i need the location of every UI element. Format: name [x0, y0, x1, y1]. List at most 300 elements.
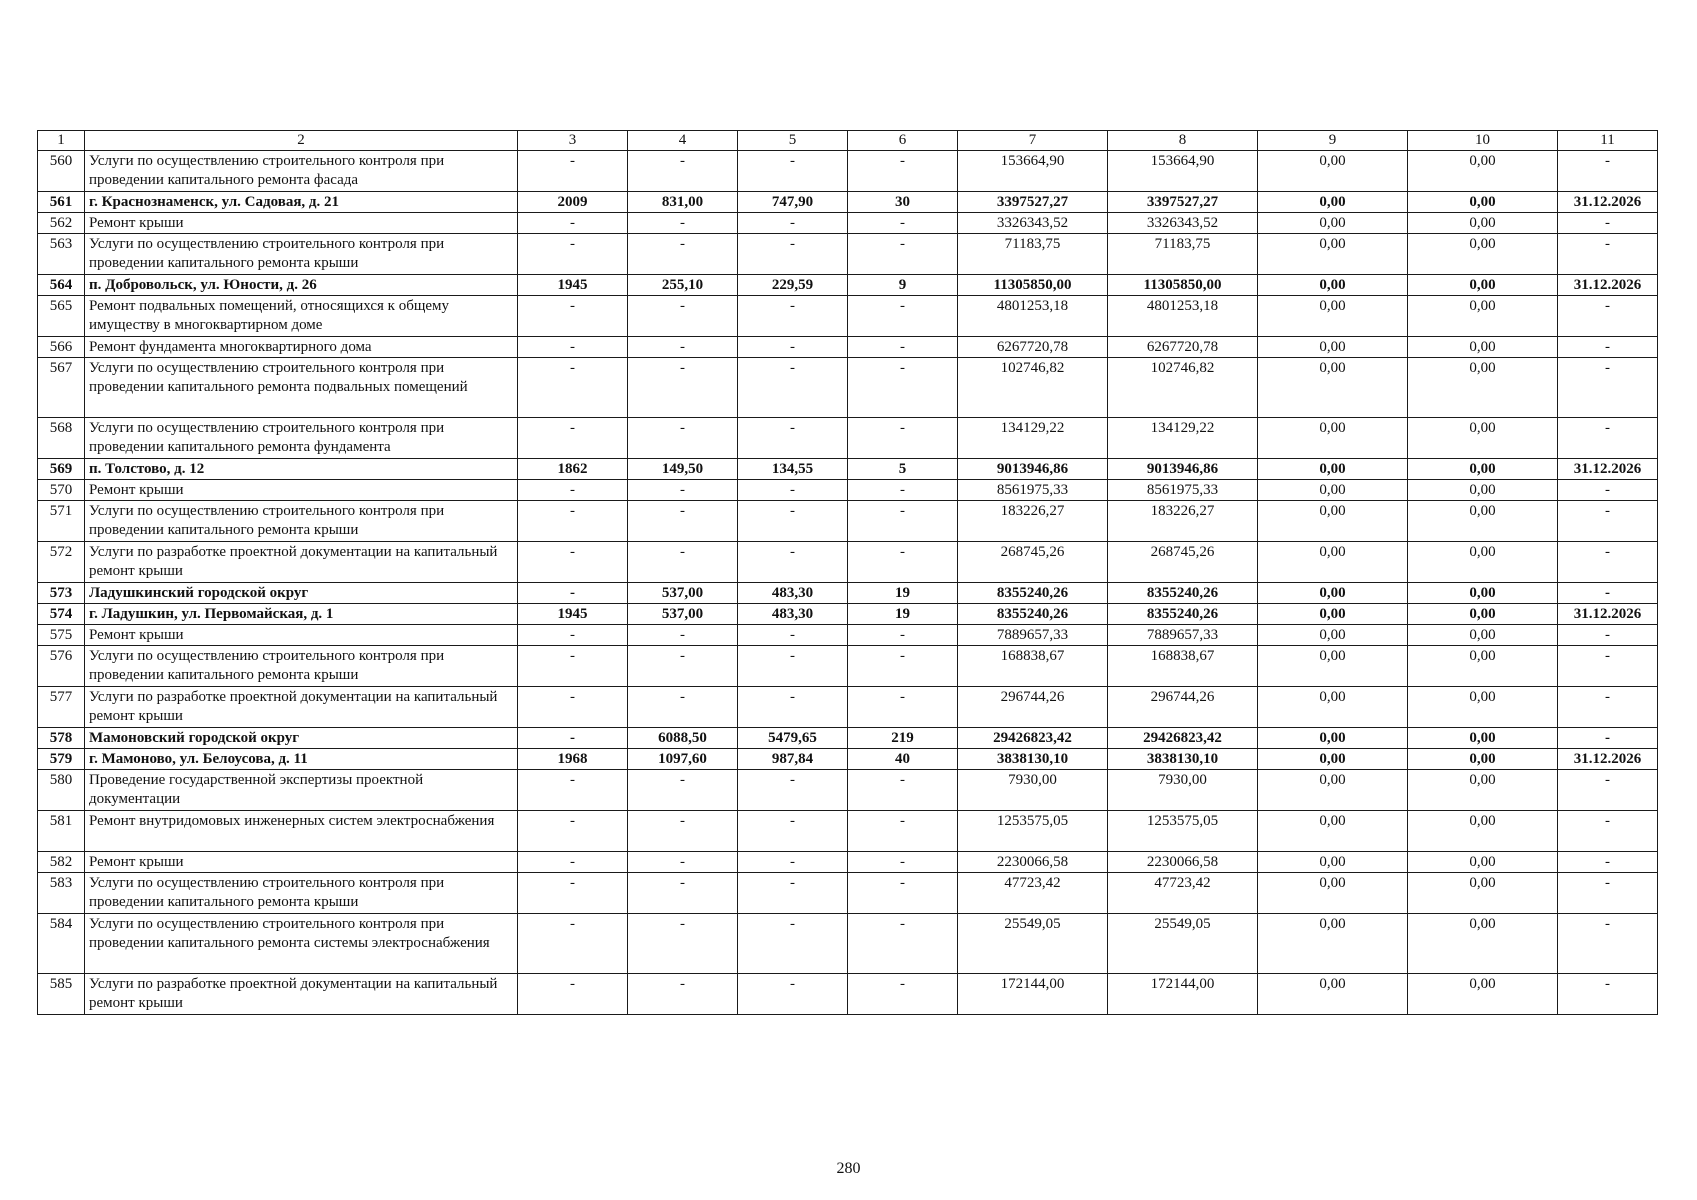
col-4-cell: 149,50 — [628, 459, 738, 480]
col-3-cell: 1968 — [518, 749, 628, 770]
col-11-cell: - — [1558, 358, 1658, 418]
col-10-cell: 0,00 — [1408, 192, 1558, 213]
table-group-row — [38, 275, 1658, 296]
column-header: 6 — [848, 131, 958, 151]
table-row — [38, 646, 1658, 687]
col-10-cell: 0,00 — [1408, 646, 1558, 687]
table-row — [38, 974, 1658, 1015]
col-11-cell: - — [1558, 501, 1658, 542]
col-3-cell: - — [518, 480, 628, 501]
item-name-cell: Услуги по осуществлению строительного контроля при проведении капитального ремонта крыши — [85, 501, 518, 542]
col-5-cell: - — [738, 480, 848, 501]
col-7-cell: 3838130,10 — [958, 749, 1108, 770]
table-group-row — [38, 728, 1658, 749]
row-number-cell: 566 — [38, 337, 85, 358]
row-number-cell: 577 — [38, 687, 85, 728]
col-3-cell: - — [518, 811, 628, 852]
table-row — [38, 811, 1658, 852]
item-name-cell: Услуги по осуществлению строительного контроля при проведении капитального ремонта подвальных помещений — [85, 358, 518, 418]
col-3-cell: 1862 — [518, 459, 628, 480]
col-9-cell: 0,00 — [1258, 192, 1408, 213]
col-4-cell: - — [628, 770, 738, 811]
col-7-cell: 29426823,42 — [958, 728, 1108, 749]
col-10-cell: 0,00 — [1408, 213, 1558, 234]
col-6-cell: - — [848, 542, 958, 583]
col-4-cell: - — [628, 151, 738, 192]
item-name-cell: г. Мамоново, ул. Белоусова, д. 11 — [85, 749, 518, 770]
col-6-cell: - — [848, 873, 958, 914]
column-header: 11 — [1558, 131, 1658, 151]
table-group-row — [38, 604, 1658, 625]
col-3-cell: - — [518, 542, 628, 583]
col-3-cell: - — [518, 583, 628, 604]
col-11-cell: - — [1558, 625, 1658, 646]
item-name-cell: Ремонт крыши — [85, 213, 518, 234]
table-row — [38, 501, 1658, 542]
col-4-cell: - — [628, 358, 738, 418]
col-11-cell: - — [1558, 480, 1658, 501]
col-5-cell: 5479,65 — [738, 728, 848, 749]
col-10-cell: 0,00 — [1408, 501, 1558, 542]
col-7-cell: 8355240,26 — [958, 604, 1108, 625]
col-5-cell: - — [738, 418, 848, 459]
column-header: 8 — [1108, 131, 1258, 151]
col-5-cell: 987,84 — [738, 749, 848, 770]
col-9-cell: 0,00 — [1258, 501, 1408, 542]
col-6-cell: - — [848, 770, 958, 811]
col-8-cell: 3326343,52 — [1108, 213, 1258, 234]
col-5-cell: - — [738, 151, 848, 192]
column-number-header-row — [38, 131, 1658, 151]
table-group-row — [38, 459, 1658, 480]
col-8-cell: 7889657,33 — [1108, 625, 1258, 646]
table-row — [38, 296, 1658, 337]
col-11-cell: - — [1558, 583, 1658, 604]
col-8-cell: 2230066,58 — [1108, 852, 1258, 873]
col-3-cell: - — [518, 646, 628, 687]
col-11-cell: - — [1558, 418, 1658, 459]
row-number-cell: 570 — [38, 480, 85, 501]
col-6-cell: 19 — [848, 604, 958, 625]
col-9-cell: 0,00 — [1258, 213, 1408, 234]
col-6-cell: - — [848, 480, 958, 501]
col-10-cell: 0,00 — [1408, 151, 1558, 192]
col-5-cell: - — [738, 625, 848, 646]
col-9-cell: 0,00 — [1258, 418, 1408, 459]
col-9-cell: 0,00 — [1258, 914, 1408, 974]
row-number-cell: 579 — [38, 749, 85, 770]
col-11-cell: 31.12.2026 — [1558, 192, 1658, 213]
col-8-cell: 3838130,10 — [1108, 749, 1258, 770]
col-4-cell: - — [628, 974, 738, 1015]
row-number-cell: 563 — [38, 234, 85, 275]
col-5-cell: - — [738, 687, 848, 728]
col-10-cell: 0,00 — [1408, 542, 1558, 583]
col-9-cell: 0,00 — [1258, 852, 1408, 873]
item-name-cell: п. Толстово, д. 12 — [85, 459, 518, 480]
col-3-cell: - — [518, 687, 628, 728]
table-row — [38, 914, 1658, 974]
row-number-cell: 578 — [38, 728, 85, 749]
col-5-cell: - — [738, 770, 848, 811]
col-3-cell: - — [518, 728, 628, 749]
col-5-cell: 134,55 — [738, 459, 848, 480]
col-4-cell: - — [628, 687, 738, 728]
col-5-cell: 747,90 — [738, 192, 848, 213]
col-4-cell: 1097,60 — [628, 749, 738, 770]
row-number-cell: 581 — [38, 811, 85, 852]
col-4-cell: - — [628, 418, 738, 459]
col-6-cell: - — [848, 358, 958, 418]
column-header: 2 — [85, 131, 518, 151]
col-3-cell: - — [518, 501, 628, 542]
col-3-cell: - — [518, 234, 628, 275]
col-3-cell: - — [518, 296, 628, 337]
col-7-cell: 3326343,52 — [958, 213, 1108, 234]
col-6-cell: 5 — [848, 459, 958, 480]
col-9-cell: 0,00 — [1258, 275, 1408, 296]
table-row — [38, 418, 1658, 459]
table-row — [38, 151, 1658, 192]
col-5-cell: 483,30 — [738, 604, 848, 625]
col-9-cell: 0,00 — [1258, 358, 1408, 418]
row-number-cell: 572 — [38, 542, 85, 583]
col-6-cell: - — [848, 418, 958, 459]
table-row — [38, 542, 1658, 583]
row-number-cell: 574 — [38, 604, 85, 625]
col-7-cell: 47723,42 — [958, 873, 1108, 914]
row-number-cell: 582 — [38, 852, 85, 873]
col-11-cell: - — [1558, 151, 1658, 192]
column-header: 7 — [958, 131, 1108, 151]
col-6-cell: 9 — [848, 275, 958, 296]
item-name-cell: Мамоновский городской округ — [85, 728, 518, 749]
col-8-cell: 153664,90 — [1108, 151, 1258, 192]
col-7-cell: 71183,75 — [958, 234, 1108, 275]
table-group-row — [38, 749, 1658, 770]
col-8-cell: 3397527,27 — [1108, 192, 1258, 213]
col-8-cell: 71183,75 — [1108, 234, 1258, 275]
row-number-cell: 584 — [38, 914, 85, 974]
col-7-cell: 296744,26 — [958, 687, 1108, 728]
col-8-cell: 11305850,00 — [1108, 275, 1258, 296]
col-5-cell: - — [738, 646, 848, 687]
col-3-cell: - — [518, 770, 628, 811]
col-11-cell: - — [1558, 811, 1658, 852]
col-6-cell: - — [848, 687, 958, 728]
col-7-cell: 172144,00 — [958, 974, 1108, 1015]
col-6-cell: - — [848, 646, 958, 687]
row-number-cell: 583 — [38, 873, 85, 914]
col-3-cell: - — [518, 625, 628, 646]
col-7-cell: 268745,26 — [958, 542, 1108, 583]
col-3-cell: 1945 — [518, 275, 628, 296]
document-sheet — [37, 130, 1657, 1015]
item-name-cell: Ремонт подвальных помещений, относящихся к общему имуществу в многоквартирном доме — [85, 296, 518, 337]
col-10-cell: 0,00 — [1408, 974, 1558, 1015]
col-11-cell: - — [1558, 234, 1658, 275]
col-4-cell: 6088,50 — [628, 728, 738, 749]
col-3-cell: 2009 — [518, 192, 628, 213]
col-3-cell: - — [518, 873, 628, 914]
column-header: 3 — [518, 131, 628, 151]
col-11-cell: 31.12.2026 — [1558, 749, 1658, 770]
col-6-cell: - — [848, 811, 958, 852]
item-name-cell: Ремонт крыши — [85, 625, 518, 646]
col-10-cell: 0,00 — [1408, 480, 1558, 501]
table-row — [38, 770, 1658, 811]
col-10-cell: 0,00 — [1408, 625, 1558, 646]
col-8-cell: 134129,22 — [1108, 418, 1258, 459]
col-6-cell: - — [848, 234, 958, 275]
col-10-cell: 0,00 — [1408, 770, 1558, 811]
item-name-cell: Услуги по осуществлению строительного контроля при проведении капитального ремонта крыши — [85, 873, 518, 914]
col-6-cell: - — [848, 914, 958, 974]
col-7-cell: 6267720,78 — [958, 337, 1108, 358]
item-name-cell: Проведение государственной экспертизы проектной документации — [85, 770, 518, 811]
col-8-cell: 29426823,42 — [1108, 728, 1258, 749]
col-9-cell: 0,00 — [1258, 873, 1408, 914]
col-11-cell: - — [1558, 337, 1658, 358]
col-8-cell: 8355240,26 — [1108, 604, 1258, 625]
table-row — [38, 625, 1658, 646]
col-6-cell: - — [848, 852, 958, 873]
col-7-cell: 3397527,27 — [958, 192, 1108, 213]
col-4-cell: - — [628, 852, 738, 873]
col-5-cell: 483,30 — [738, 583, 848, 604]
col-5-cell: - — [738, 296, 848, 337]
row-number-cell: 569 — [38, 459, 85, 480]
item-name-cell: Ремонт фундамента многоквартирного дома — [85, 337, 518, 358]
col-8-cell: 7930,00 — [1108, 770, 1258, 811]
col-10-cell: 0,00 — [1408, 234, 1558, 275]
col-9-cell: 0,00 — [1258, 728, 1408, 749]
col-10-cell: 0,00 — [1408, 583, 1558, 604]
col-10-cell: 0,00 — [1408, 914, 1558, 974]
col-4-cell: - — [628, 873, 738, 914]
table-row — [38, 852, 1658, 873]
item-name-cell: Ремонт крыши — [85, 852, 518, 873]
col-5-cell: - — [738, 337, 848, 358]
table-group-row — [38, 583, 1658, 604]
item-name-cell: Ремонт крыши — [85, 480, 518, 501]
col-8-cell: 183226,27 — [1108, 501, 1258, 542]
col-11-cell: - — [1558, 213, 1658, 234]
col-9-cell: 0,00 — [1258, 337, 1408, 358]
col-4-cell: - — [628, 811, 738, 852]
col-10-cell: 0,00 — [1408, 687, 1558, 728]
col-4-cell: - — [628, 234, 738, 275]
row-number-cell: 561 — [38, 192, 85, 213]
column-header: 10 — [1408, 131, 1558, 151]
col-5-cell: - — [738, 974, 848, 1015]
table-row — [38, 687, 1658, 728]
table-row — [38, 358, 1658, 418]
table-row — [38, 480, 1658, 501]
col-9-cell: 0,00 — [1258, 234, 1408, 275]
col-10-cell: 0,00 — [1408, 337, 1558, 358]
row-number-cell: 562 — [38, 213, 85, 234]
col-7-cell: 1253575,05 — [958, 811, 1108, 852]
col-10-cell: 0,00 — [1408, 811, 1558, 852]
col-5-cell: - — [738, 542, 848, 583]
col-7-cell: 183226,27 — [958, 501, 1108, 542]
col-7-cell: 8561975,33 — [958, 480, 1108, 501]
row-number-cell: 580 — [38, 770, 85, 811]
col-4-cell: 537,00 — [628, 583, 738, 604]
col-7-cell: 7889657,33 — [958, 625, 1108, 646]
col-7-cell: 168838,67 — [958, 646, 1108, 687]
col-7-cell: 102746,82 — [958, 358, 1108, 418]
item-name-cell: Ремонт внутридомовых инженерных систем электроснабжения — [85, 811, 518, 852]
row-number-cell: 560 — [38, 151, 85, 192]
col-8-cell: 25549,05 — [1108, 914, 1258, 974]
col-10-cell: 0,00 — [1408, 749, 1558, 770]
table-row — [38, 873, 1658, 914]
col-9-cell: 0,00 — [1258, 625, 1408, 646]
row-number-cell: 585 — [38, 974, 85, 1015]
item-name-cell: Услуги по разработке проектной документации на капитальный ремонт крыши — [85, 542, 518, 583]
col-9-cell: 0,00 — [1258, 687, 1408, 728]
col-11-cell: - — [1558, 873, 1658, 914]
col-8-cell: 1253575,05 — [1108, 811, 1258, 852]
item-name-cell: г. Ладушкин, ул. Первомайская, д. 1 — [85, 604, 518, 625]
col-9-cell: 0,00 — [1258, 583, 1408, 604]
col-9-cell: 0,00 — [1258, 646, 1408, 687]
col-4-cell: 537,00 — [628, 604, 738, 625]
col-6-cell: - — [848, 625, 958, 646]
col-4-cell: - — [628, 625, 738, 646]
row-number-cell: 567 — [38, 358, 85, 418]
col-6-cell: 40 — [848, 749, 958, 770]
col-5-cell: - — [738, 213, 848, 234]
col-6-cell: 219 — [848, 728, 958, 749]
col-3-cell: - — [518, 418, 628, 459]
col-10-cell: 0,00 — [1408, 275, 1558, 296]
col-9-cell: 0,00 — [1258, 296, 1408, 337]
col-6-cell: 30 — [848, 192, 958, 213]
table-row — [38, 213, 1658, 234]
row-number-cell: 568 — [38, 418, 85, 459]
column-header: 5 — [738, 131, 848, 151]
row-number-cell: 565 — [38, 296, 85, 337]
table-group-row — [38, 192, 1658, 213]
item-name-cell: Услуги по осуществлению строительного контроля при проведении капитального ремонта системы электроснабжения — [85, 914, 518, 974]
col-10-cell: 0,00 — [1408, 418, 1558, 459]
col-10-cell: 0,00 — [1408, 852, 1558, 873]
column-header: 1 — [38, 131, 85, 151]
col-10-cell: 0,00 — [1408, 296, 1558, 337]
row-number-cell: 564 — [38, 275, 85, 296]
item-name-cell: Ладушкинский городской округ — [85, 583, 518, 604]
row-number-cell: 573 — [38, 583, 85, 604]
col-5-cell: 229,59 — [738, 275, 848, 296]
column-header: 9 — [1258, 131, 1408, 151]
row-number-cell: 575 — [38, 625, 85, 646]
col-8-cell: 6267720,78 — [1108, 337, 1258, 358]
col-3-cell: - — [518, 914, 628, 974]
col-11-cell: - — [1558, 542, 1658, 583]
capital-repair-table — [37, 130, 1658, 1015]
col-8-cell: 268745,26 — [1108, 542, 1258, 583]
col-6-cell: - — [848, 151, 958, 192]
col-11-cell: - — [1558, 974, 1658, 1015]
col-8-cell: 8355240,26 — [1108, 583, 1258, 604]
col-9-cell: 0,00 — [1258, 604, 1408, 625]
col-5-cell: - — [738, 358, 848, 418]
col-8-cell: 102746,82 — [1108, 358, 1258, 418]
col-9-cell: 0,00 — [1258, 151, 1408, 192]
col-4-cell: 255,10 — [628, 275, 738, 296]
col-11-cell: - — [1558, 296, 1658, 337]
col-11-cell: - — [1558, 914, 1658, 974]
col-9-cell: 0,00 — [1258, 811, 1408, 852]
col-9-cell: 0,00 — [1258, 770, 1408, 811]
col-5-cell: - — [738, 811, 848, 852]
col-5-cell: - — [738, 873, 848, 914]
col-4-cell: - — [628, 914, 738, 974]
col-9-cell: 0,00 — [1258, 974, 1408, 1015]
item-name-cell: Услуги по осуществлению строительного контроля при проведении капитального ремонта крыши — [85, 646, 518, 687]
col-10-cell: 0,00 — [1408, 459, 1558, 480]
col-4-cell: - — [628, 296, 738, 337]
page-number: 280 — [836, 1160, 861, 1177]
col-4-cell: - — [628, 501, 738, 542]
column-header: 4 — [628, 131, 738, 151]
col-5-cell: - — [738, 852, 848, 873]
table-body — [38, 131, 1658, 1015]
col-11-cell: 31.12.2026 — [1558, 459, 1658, 480]
col-6-cell: 19 — [848, 583, 958, 604]
col-7-cell: 134129,22 — [958, 418, 1108, 459]
col-6-cell: - — [848, 974, 958, 1015]
item-name-cell: г. Краснознаменск, ул. Садовая, д. 21 — [85, 192, 518, 213]
item-name-cell: Услуги по осуществлению строительного контроля при проведении капитального ремонта фундамента — [85, 418, 518, 459]
col-3-cell: - — [518, 852, 628, 873]
col-5-cell: - — [738, 914, 848, 974]
col-3-cell: - — [518, 151, 628, 192]
col-11-cell: 31.12.2026 — [1558, 604, 1658, 625]
col-5-cell: - — [738, 501, 848, 542]
row-number-cell: 576 — [38, 646, 85, 687]
col-3-cell: 1945 — [518, 604, 628, 625]
col-7-cell: 7930,00 — [958, 770, 1108, 811]
col-10-cell: 0,00 — [1408, 728, 1558, 749]
col-6-cell: - — [848, 213, 958, 234]
col-9-cell: 0,00 — [1258, 480, 1408, 501]
col-8-cell: 168838,67 — [1108, 646, 1258, 687]
col-8-cell: 47723,42 — [1108, 873, 1258, 914]
col-8-cell: 8561975,33 — [1108, 480, 1258, 501]
col-10-cell: 0,00 — [1408, 873, 1558, 914]
col-10-cell: 0,00 — [1408, 604, 1558, 625]
col-6-cell: - — [848, 337, 958, 358]
col-8-cell: 9013946,86 — [1108, 459, 1258, 480]
table-row — [38, 234, 1658, 275]
item-name-cell: Услуги по разработке проектной документации на капитальный ремонт крыши — [85, 974, 518, 1015]
col-4-cell: - — [628, 646, 738, 687]
col-8-cell: 4801253,18 — [1108, 296, 1258, 337]
item-name-cell: Услуги по разработке проектной документации на капитальный ремонт крыши — [85, 687, 518, 728]
col-4-cell: 831,00 — [628, 192, 738, 213]
table-row — [38, 337, 1658, 358]
col-7-cell: 11305850,00 — [958, 275, 1108, 296]
item-name-cell: п. Добровольск, ул. Юности, д. 26 — [85, 275, 518, 296]
col-7-cell: 153664,90 — [958, 151, 1108, 192]
col-3-cell: - — [518, 213, 628, 234]
col-6-cell: - — [848, 501, 958, 542]
item-name-cell: Услуги по осуществлению строительного контроля при проведении капитального ремонта фасада — [85, 151, 518, 192]
